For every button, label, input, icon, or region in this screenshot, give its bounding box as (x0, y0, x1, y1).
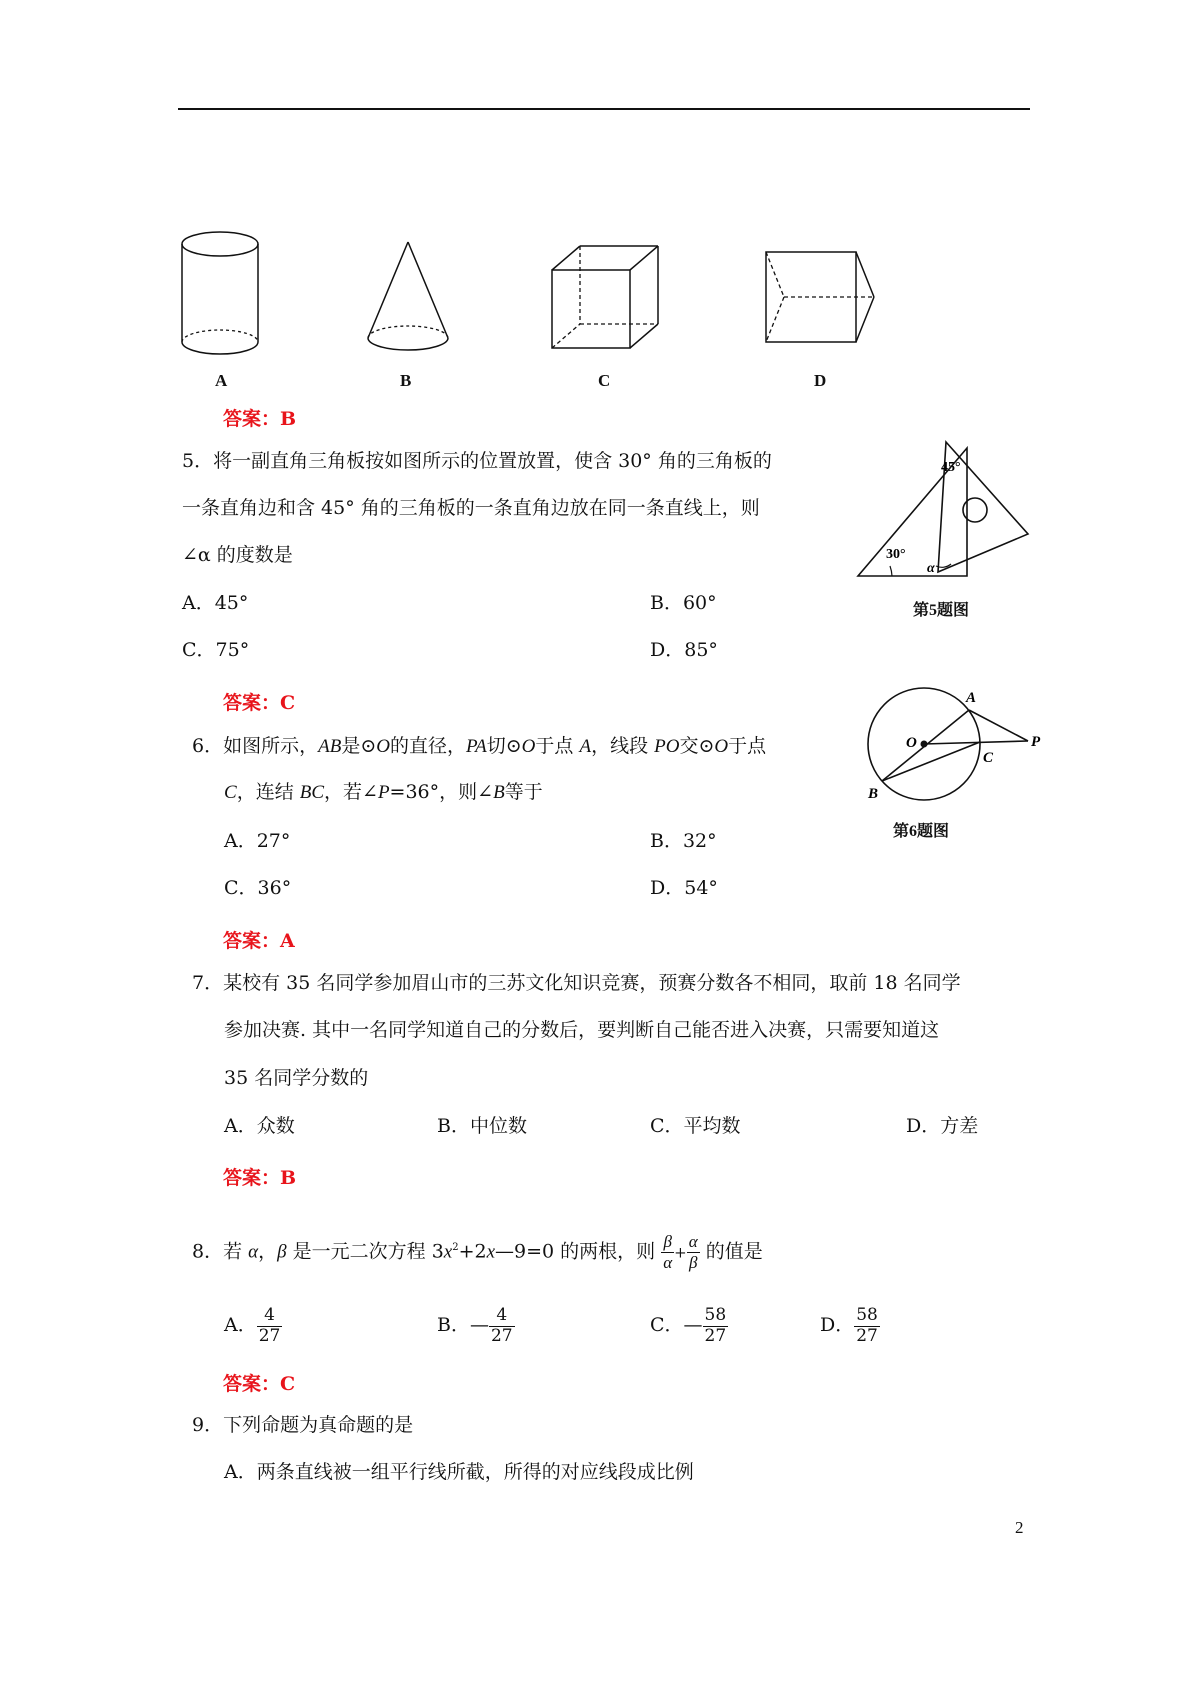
q6-option-d: D．54° (650, 877, 718, 899)
q8-option-b: B．— $\frac{4}{27}$ (437, 1304, 513, 1346)
q8-fraction-beta-over-alpha: $\frac{\beta}{\alpha}$ (663, 1232, 673, 1272)
q7-option-b: B．中位数 (437, 1115, 527, 1137)
q5-option-c: C．75° (182, 639, 250, 661)
q7-option-d: D．方差 (906, 1115, 979, 1137)
q5-option-b: B．60° (650, 592, 717, 614)
q7-stem-line1: 7．某校有 35 名同学参加眉山市的三苏文化知识竞赛，预赛分数各不相同，取前 18 名同学 (192, 972, 961, 994)
q6-stem-line2: C，连结 BC，若∠P=36°，则∠B等于 (224, 781, 543, 803)
q5-option-a: A．45° (182, 592, 249, 614)
q6-option-c: C．36° (224, 877, 292, 899)
q5-angle-45-label: 45° (941, 460, 961, 475)
figure-cube (548, 242, 668, 354)
q6-point-c-label: C (983, 750, 994, 766)
answer-q4: 答案：B (223, 408, 297, 430)
q7-stem-line3: 35 名同学分数的 (224, 1067, 369, 1089)
q6-option-a: A．27° (224, 830, 291, 852)
q8-stem: 8．若 α，β 是一元二次方程 $3x^2+2x—9=0$ 的两根，则 $\frac{\beta}{\alpha}$ + $\frac{\alpha}{\beta}$ 的值是 (192, 1232, 763, 1272)
q5-stem-line1: 5．将一副直角三角板按如图所示的位置放置，使含 30° 角的三角板的 (182, 450, 772, 472)
q8-option-a: A． $\frac{4}{27}$ (224, 1304, 281, 1346)
q8-fraction-alpha-over-beta: $\frac{\alpha}{\beta}$ (688, 1232, 698, 1272)
q5-figure-set-squares (850, 440, 1040, 590)
figure-label-b: B (400, 371, 412, 390)
answer-q6: 答案：A (223, 930, 295, 952)
answer-q5: 答案：C (223, 692, 296, 714)
q5-angle-30-label: 30° (886, 547, 906, 562)
q5-stem-line3: ∠α 的度数是 (182, 544, 293, 566)
figure-label-d: D (814, 371, 827, 390)
q7-option-a: A．众数 (224, 1115, 295, 1137)
figure-cone (362, 240, 458, 360)
figure-label-c: C (598, 371, 611, 390)
q5-option-d: D．85° (650, 639, 718, 661)
q7-stem-line2: 参加决赛. 其中一名同学知道自己的分数后，要判断自己能否进入决赛，只需要知道这 (224, 1019, 940, 1041)
figure-cylinder (176, 230, 266, 365)
q6-stem-line1: 6．如图所示，AB是⊙O的直径，PA切⊙O于点 A，线段 PO交⊙O于点 (192, 735, 767, 757)
q6-figure-circle-tangent (860, 680, 1040, 810)
q6-point-b-label: B (868, 786, 879, 802)
page-number: 2 (1015, 1518, 1024, 1537)
q9-option-a: A．两条直线被一组平行线所截，所得的对应线段成比例 (224, 1461, 694, 1483)
q7-option-c: C．平均数 (650, 1115, 741, 1137)
q8-option-c: C．— $\frac{58}{27}$ (650, 1304, 727, 1346)
q6-point-a-label: A (966, 690, 977, 706)
q6-point-p-label: P (1031, 734, 1041, 750)
header-rule (178, 108, 1030, 110)
q6-option-b: B．32° (650, 830, 717, 852)
q6-point-o-label: O (906, 735, 917, 751)
q6-figure-caption: 第6题图 (893, 823, 950, 840)
q8-option-d: D． $\frac{58}{27}$ (820, 1304, 878, 1346)
answer-q8: 答案：C (223, 1373, 296, 1395)
q5-figure-caption: 第5题图 (913, 602, 970, 619)
answer-q7: 答案：B (223, 1167, 297, 1189)
q5-alpha-label: α (927, 561, 935, 576)
q5-stem-line2: 一条直角边和含 45° 角的三角板的一条直角边放在同一条直线上，则 (182, 497, 760, 519)
figure-prism (762, 248, 882, 348)
q9-stem: 9．下列命题为真命题的是 (192, 1414, 414, 1436)
figure-label-a: A (215, 371, 228, 390)
